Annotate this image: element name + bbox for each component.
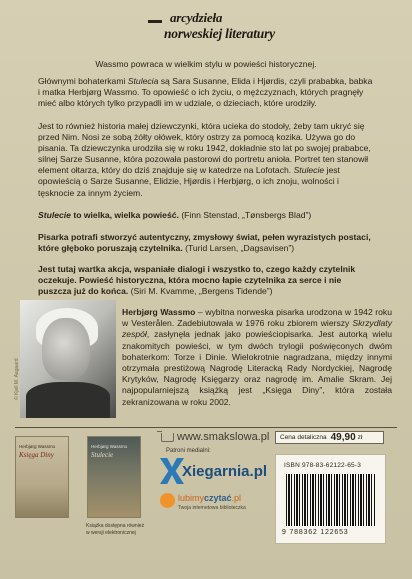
lubimyczytac-subtitle: Twoja internetowa biblioteczka: [178, 505, 246, 511]
lubimyczytac-badge-icon: [160, 493, 175, 508]
xiegarnia-x-icon: [160, 458, 184, 484]
book-cover-stulecie: [87, 436, 141, 518]
bio-debut-title: Skrzydlaty zespół: [122, 318, 392, 340]
review-3: [38, 264, 374, 297]
barcode-digits: 9 788362 122653: [282, 529, 349, 536]
ebook-note: Książka dostępna również w wersji elektronicznej: [86, 523, 145, 536]
publisher-website[interactable]: [161, 431, 269, 443]
intro-p2-b: jest opowieścią o Sarze Susanne, Elidzie, Hjørdis i Herbjørg, o ich znoju, wolności i tęsknocie za innym życiem.: [38, 165, 340, 198]
intro-paragraph-2: [38, 121, 374, 199]
review-2-source: (Turid Larsen, „Dagsavisen”): [185, 243, 295, 254]
review-1-source: (Finn Stenstad, „Tønsbergs Blad”): [181, 210, 312, 220]
author-photo: [20, 300, 116, 418]
author-bio: [122, 307, 392, 408]
intro-p1-title: Stulecia: [127, 76, 159, 86]
intro-p2: Jest to również historia małej dziewczynki, która ucieka do stodoły, żeby tam ukryć się przed Nim. Nosi ze sobą żółty ołówek, który ostrzy za pomocą kozika. Używa go do pisania. Ta dziewczynka urodziła się w roku 1942, dokładnie sto lat po swojej prababce, silnej Sarze Susanne, która pozowała pastorowi do portretu anioła. Portret ten stanowił element ołtarza, który do dziś znajduje się w katedrze na Lofotach.: [38, 121, 371, 176]
book-cover-ksiega-diny: [15, 436, 69, 518]
footer-divider: [15, 427, 397, 428]
price-box: [275, 431, 384, 444]
intro-p2-title: Stulecie: [293, 165, 325, 176]
bio-text-2: , zasłynęła jednak jako powieściopisarka. Jest autorką wielu znakomitych powieści, w tym dwóch trylogii poświęconych dwóm bohaterkom: Torze i Dinie. Wielokrotnie nagradzana, między innymi otrzymała prestiżową Nagrodę Literacką Rady Nordyckiej, Nagrodę Krytyków, Nagrodę Księgarzy oraz nagrodę im. Amalie Skram. Jej najpopularniejszą książką jest „Księga Diny”, która została zekranizowana w roku 2002.: [122, 329, 392, 407]
photo-credit: © Kjell M. Aagaard: [14, 358, 20, 400]
intro-paragraph-1: [38, 76, 374, 109]
book2-title: Stulecie: [91, 451, 114, 459]
intro-p1-a: Głównymi bohaterkami: [38, 76, 128, 86]
review-1-title: Stulecie: [38, 210, 71, 220]
book1-title: Księga Diny: [19, 451, 54, 459]
cart-icon: [161, 433, 174, 442]
price-label: Cena detaliczna: [280, 434, 327, 441]
intro-p1-b: są Sara Susanne, Elida i Hjørdis, czyli prababka, babka i matka Herbjørg Wassmo. To opowieść o ich życiu, o mężczyznach, których pragnęły mieć albo których tylko przypadli im w udziale, o dzieciach, które urodziły.: [38, 76, 373, 109]
review-1-quote: to wielka, wielka powieść.: [70, 210, 179, 220]
isbn-text: ISBN 978-83-62122-65-3: [284, 462, 362, 469]
media-partners-label: Patroni medialni:: [166, 448, 211, 454]
lubimy-part3: .pl: [231, 493, 242, 503]
lubimyczytac-text: [178, 493, 241, 503]
barcode-bars: [286, 474, 376, 526]
review-2: [38, 232, 374, 254]
lubimy-part1: lubimy: [178, 493, 205, 503]
book2-author: Herbjørg Wassmo: [91, 444, 128, 449]
price-currency: zł: [357, 434, 363, 441]
review-3-source: (Siri M. Kvamme, „Bergens Tidende”): [130, 286, 273, 297]
price-value: 49,90: [330, 432, 356, 443]
tagline: Wassmo powraca w wielkim stylu w powieści historycznej.: [95, 59, 317, 69]
series-line2: norweskiej literatury: [164, 26, 275, 41]
lubimyczytac-logo: [160, 491, 272, 519]
bio-text-1: – wybitna norweska pisarka urodzona w 1942 roku w Vesterålen. Zadebiutowała w 1976 roku zbiorem wierszy: [122, 307, 392, 329]
review-2-quote: Pisarka potrafi stworzyć autentyczny, zmysłowy świat, pełen wyrazistych postaci, które głęboko poruszają czytelnika.: [38, 232, 371, 254]
series-line1: arcydzieła: [170, 10, 223, 25]
xiegarnia-text: Xiegarnia.pl: [182, 463, 268, 480]
photo-face: [42, 318, 90, 380]
review-1: [38, 210, 374, 221]
series-logo: [148, 4, 294, 50]
review-3-quote: Jest tutaj wartka akcja, wspaniałe dialogi i wszystko to, czego każdy czytelnik oczekuje. Powieść historyczna, która mocno łapie czytelnika za serce i nie puszcza już do końca.: [38, 264, 356, 297]
book1-author: Herbjørg Wassmo: [19, 444, 56, 449]
logo-bar: [148, 20, 162, 23]
xiegarnia-logo: [160, 454, 268, 488]
photo-body: [26, 382, 110, 418]
author-name: Herbjørg Wassmo: [122, 307, 196, 317]
barcode-box: [275, 454, 386, 544]
website-text: www.smakslowa.pl: [177, 431, 270, 443]
lubimy-part2: czytać: [204, 493, 232, 503]
